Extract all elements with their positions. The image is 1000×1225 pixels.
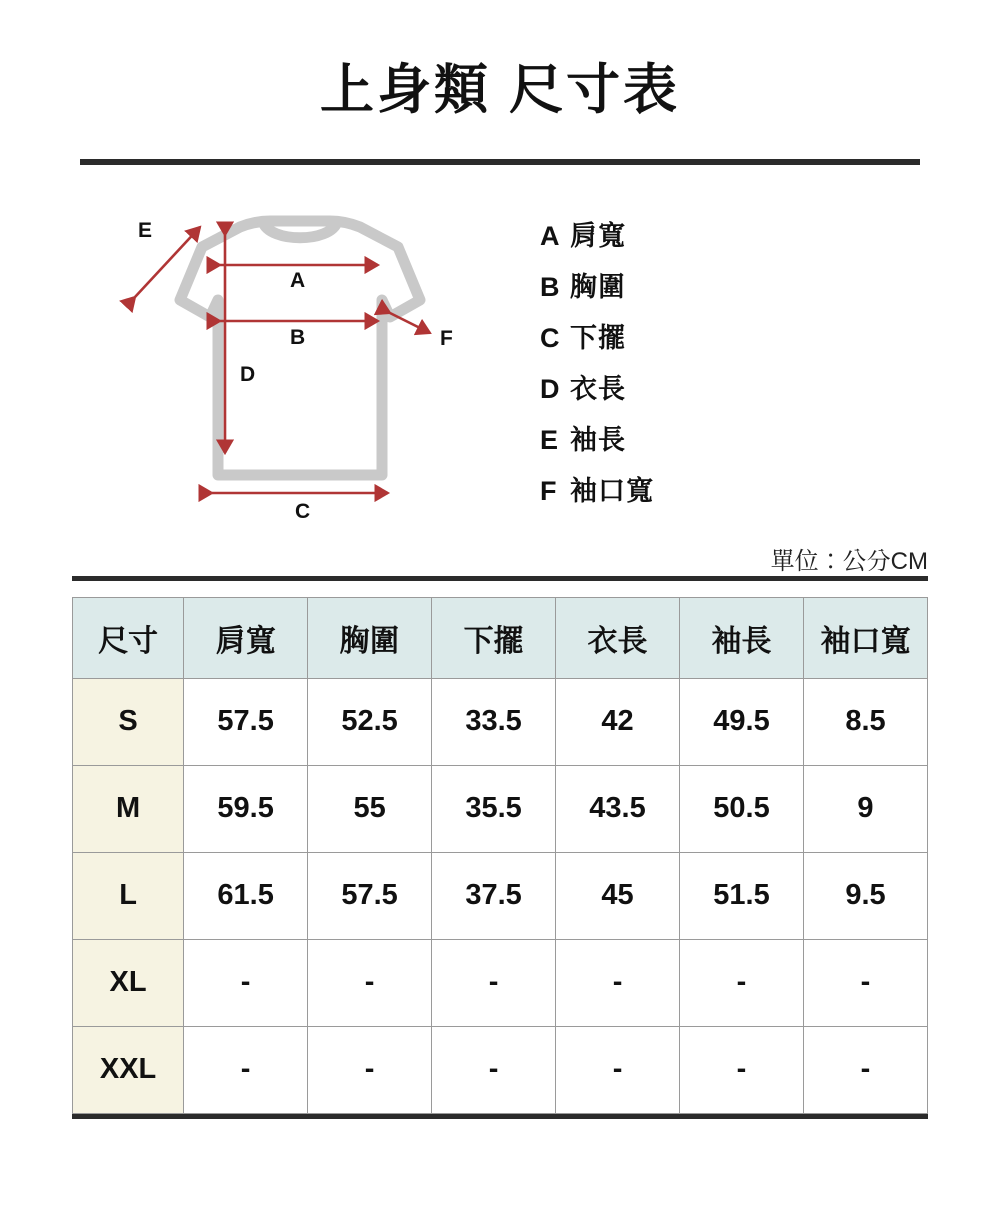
legend-letter: D [540,373,561,404]
legend-letter: B [540,271,561,302]
diagram-label-d: D [240,362,256,386]
legend-item-b [540,271,654,302]
table-row [73,852,928,939]
diagram-and-legend-section [0,205,1000,535]
title-divider [80,159,920,165]
legend-item-e [540,424,654,455]
cell-shoulder: 57.5 [184,678,308,765]
cell-shoulder: 61.5 [184,852,308,939]
page-title: 上身類 尺寸表 [319,60,680,120]
cell-sleeve: - [680,939,804,1026]
cell-shoulder: 59.5 [184,765,308,852]
diagram-label-f: F [440,326,453,350]
tshirt-measurement-diagram [90,205,510,535]
diagram-label-a: A [290,268,306,292]
cell-shoulder: - [184,1026,308,1113]
cell-length: 43.5 [556,765,680,852]
cell-cuff: - [803,939,927,1026]
cell-chest: - [308,939,432,1026]
legend-letter: A [540,220,561,251]
cell-chest: - [308,1026,432,1113]
cell-chest: 57.5 [308,852,432,939]
legend-label: 衣長 [570,373,626,404]
size-table-wrapper [72,597,928,1114]
th-sleeve: 袖長 [680,597,804,678]
legend-item-a [540,220,654,251]
unit-note: 單位：公分CM [770,547,928,575]
legend-item-c [540,322,654,353]
cell-sleeve: 51.5 [680,852,804,939]
cell-size: S [73,678,184,765]
cell-hem: 33.5 [432,678,556,765]
legend-letter: E [540,424,560,455]
th-shoulder: 肩寬 [184,597,308,678]
cell-length: - [556,939,680,1026]
cell-chest: 52.5 [308,678,432,765]
cell-hem: 37.5 [432,852,556,939]
cell-length: 45 [556,852,680,939]
cell-cuff: 9 [803,765,927,852]
table-bottom-rule [72,1114,928,1119]
cell-hem: - [432,939,556,1026]
legend-label: 胸圍 [570,271,626,302]
th-length: 衣長 [556,597,680,678]
cell-size: XL [73,939,184,1026]
legend-label: 下擺 [570,322,626,353]
cell-sleeve: 49.5 [680,678,804,765]
cell-sleeve: 50.5 [680,765,804,852]
cell-cuff: 9.5 [803,852,927,939]
cell-cuff: - [803,1026,927,1113]
size-table [72,597,928,1114]
th-hem: 下擺 [432,597,556,678]
cell-size: XXL [73,1026,184,1113]
table-row [73,678,928,765]
legend-label: 袖口寬 [570,475,654,506]
cell-sleeve: - [680,1026,804,1113]
legend-item-d [540,373,654,404]
cell-hem: 35.5 [432,765,556,852]
th-cuff: 袖口寬 [803,597,927,678]
table-row [73,939,928,1026]
table-top-rule [72,576,928,581]
cell-cuff: 8.5 [803,678,927,765]
legend-item-f [540,475,654,506]
cell-chest: 55 [308,765,432,852]
diagram-label-e: E [138,218,153,242]
legend-letter: F [540,475,558,506]
cell-size: M [73,765,184,852]
cell-hem: - [432,1026,556,1113]
legend-label: 袖長 [570,424,626,455]
table-row [73,765,928,852]
diagram-label-c: C [295,499,311,523]
cell-shoulder: - [184,939,308,1026]
table-header-row [73,597,928,678]
legend-label: 肩寬 [570,220,626,251]
legend-list [540,205,654,535]
legend-letter: C [540,322,561,353]
diagram-label-b: B [290,325,306,349]
th-size: 尺寸 [73,597,184,678]
table-row [73,1026,928,1113]
cell-length: 42 [556,678,680,765]
cell-size: L [73,852,184,939]
th-chest: 胸圍 [308,597,432,678]
cell-length: - [556,1026,680,1113]
